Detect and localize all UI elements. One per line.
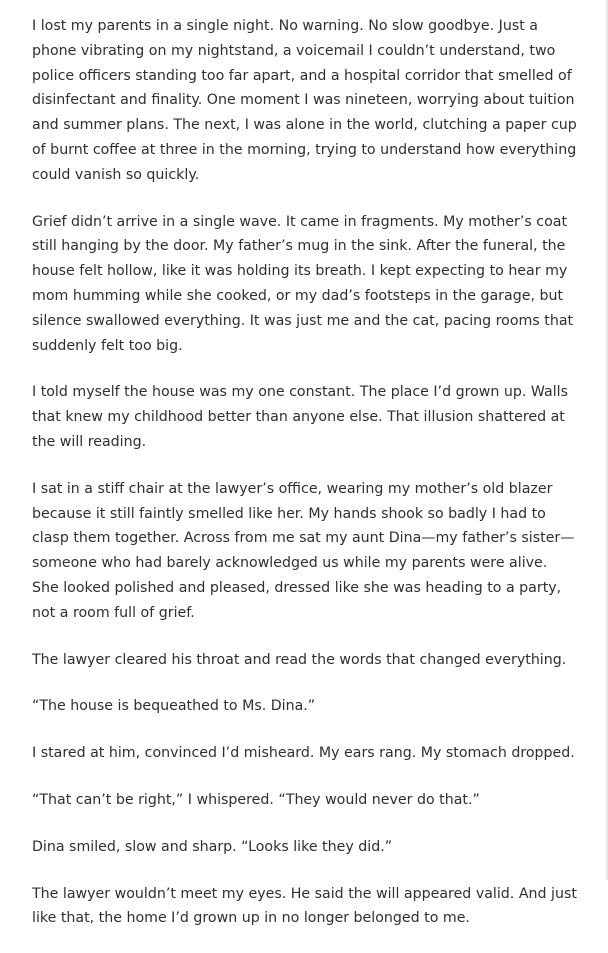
paragraph: “That can’t be right,” I whispered. “They would never do that.” — [32, 791, 480, 808]
article-body — [32, 14, 578, 953]
paragraph: Grief didn’t arrive in a single wave. It came in fragments. My mother’s coat still hanging by the door. My father’s mug in the sink. After the funeral, the house felt hollow, like it was holding its breath. I kept expecting to hear my mom humming while she cooked, or my dad’s footsteps in the garage, but silence swallowed everything. It was just me and the cat, pacing rooms that suddenly felt too big. — [32, 213, 574, 354]
paragraph: I sat in a stiff chair at the lawyer’s office, wearing my mother’s old blazer because it still faintly smelled like her. My hands shook so badly I had to clasp them together. Across from me sat my aunt Dina—my father’s sister—someone who had barely acknowledged us while my parents were alive. She looked polished and pleased, dressed like she was heading to a party, not a room full of grief. — [32, 480, 575, 621]
paragraph: I told myself the house was my one constant. The place I’d grown up. Walls that knew my childhood better than anyone else. That illusion shattered at the will reading. — [32, 384, 568, 450]
paragraph: The lawyer wouldn’t meet my eyes. He said the will appeared valid. And just like that, the home I’d grown up in no longer belonged to me. — [32, 885, 577, 927]
paragraph: I stared at him, convinced I’d misheard. My ears rang. My stomach dropped. — [32, 745, 575, 762]
paragraph: The lawyer cleared his throat and read the words that changed everything. — [32, 651, 567, 668]
paragraph: Dina smiled, slow and sharp. “Looks like they did.” — [32, 838, 393, 855]
paragraph: I lost my parents in a single night. No warning. No slow goodbye. Just a phone vibrating on my nightstand, a voicemail I couldn’t understand, two police officers standing too far apart, and a hospital corridor that smelled of disinfectant and finality. One moment I was nineteen, worrying about tuition and summer plans. The next, I was alone in the world, clutching a paper cup of burnt coffee at three in the morning, trying to understand how everything could vanish so quickly. — [32, 18, 577, 183]
paragraph: “The house is bequeathed to Ms. Dina.” — [32, 698, 316, 715]
